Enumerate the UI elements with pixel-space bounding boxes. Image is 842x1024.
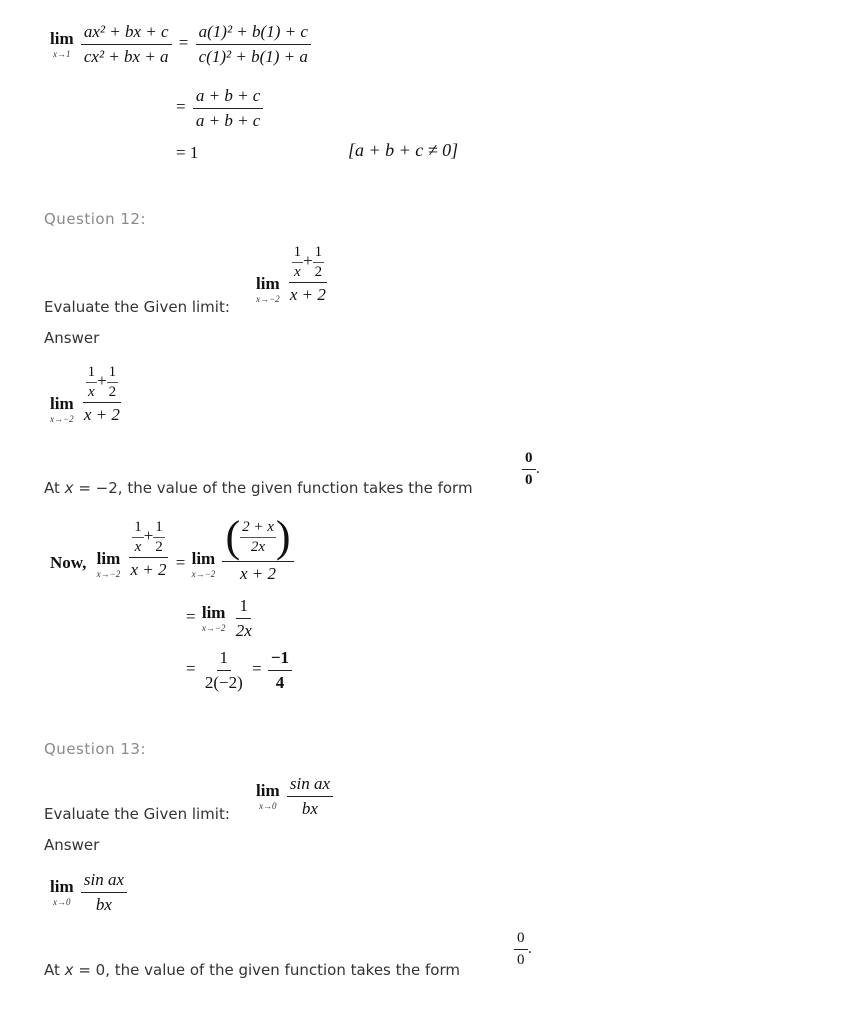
q13-limit-expression [256,774,333,818]
fraction: $\frac{1}{2(-2)}$ [204,648,243,692]
q12-working-step1: Now, lim x→−2 $\frac{1}{x}$ + $\frac{1}{2}$ x + 2 = lim x→−2 ( $\frac{2 + x}{2x}$ ) x + 2 [50,515,294,584]
q12-answer-label: Answer [44,329,100,347]
compound-fraction: $\frac{1}{x}$ + $\frac{1}{2}$ x + 2 [83,364,120,424]
fraction: $\frac{\text{ax² + bx + c}}{\text{cx² + bx + a}}$ [81,22,172,66]
limit-operator: lim x→−2 [256,273,280,304]
q12-at-statement: At x = −2, the value of the given function takes the form [44,479,473,497]
fraction: $\frac{\text{sin ax}}{bx}$ [81,870,127,914]
q13-indeterminate-form: $\frac{0}{0}$ . [514,930,532,970]
q13-prompt: Evaluate the Given limit: [44,805,230,823]
q12-indeterminate-form: $\frac{0}{0}$ . [522,450,540,490]
compound-fraction: $\frac{1}{x}$ + $\frac{1}{2}$ x + 2 [130,519,167,579]
limit-operator: lim x→1 [50,28,74,59]
fraction: $\frac{\text{sin ax}}{bx}$ [287,774,333,818]
q12-prompt: Evaluate the Given limit: [44,298,230,316]
question-12-heading: Question 12: [44,210,146,228]
fraction: $\frac{1}{2x}$ [235,596,252,640]
q13-answer-expression [50,870,127,914]
compound-fraction: $\frac{1}{x}$ + $\frac{1}{2}$ x + 2 [289,244,326,304]
result-fraction: $\frac{-1}{4}$ [268,648,292,692]
q12-answer-expression [50,364,123,425]
q11-limit-line1: lim x→1 $\frac{\text{ax² + bx + c}}{\text{cx² + bx + a}}$ = $\frac{\text{a(1)² + b(1) + c}}{\text{c(1)² + b(1) + a}}$ [50,22,311,66]
q12-limit-expression [256,244,329,305]
fraction: $\frac{a + b + c}{a + b + c}$ [193,86,264,130]
q11-result: = 1 [176,143,199,162]
q12-working-step2: = lim x→−2 $\frac{1}{2x}$ [186,596,255,640]
q13-at-statement: At x = 0, the value of the given function takes the form [44,961,460,979]
q11-condition: [a + b + c ≠ 0] [348,140,459,160]
limit-operator: lim x→−2 [201,602,226,633]
limit-operator: lim x→0 [50,876,74,907]
limit-operator: lim x→−2 [191,548,216,579]
fraction: $\frac{\text{a(1)² + b(1) + c}}{\text{c(1)² + b(1) + a}}$ [196,22,311,66]
limit-operator: lim x→−2 [96,548,121,579]
question-13-heading: Question 13: [44,740,146,758]
q11-limit-line2: = $\frac{a + b + c}{a + b + c}$ [176,86,263,130]
q12-working-step3: = $\frac{1}{2(-2)}$ = $\frac{-1}{4}$ [186,648,292,692]
fraction: ( $\frac{2 + x}{2x}$ ) x + 2 [222,515,293,584]
limit-operator: lim x→0 [256,780,280,811]
limit-operator: lim x→−2 [50,393,74,424]
q13-answer-label: Answer [44,836,100,854]
